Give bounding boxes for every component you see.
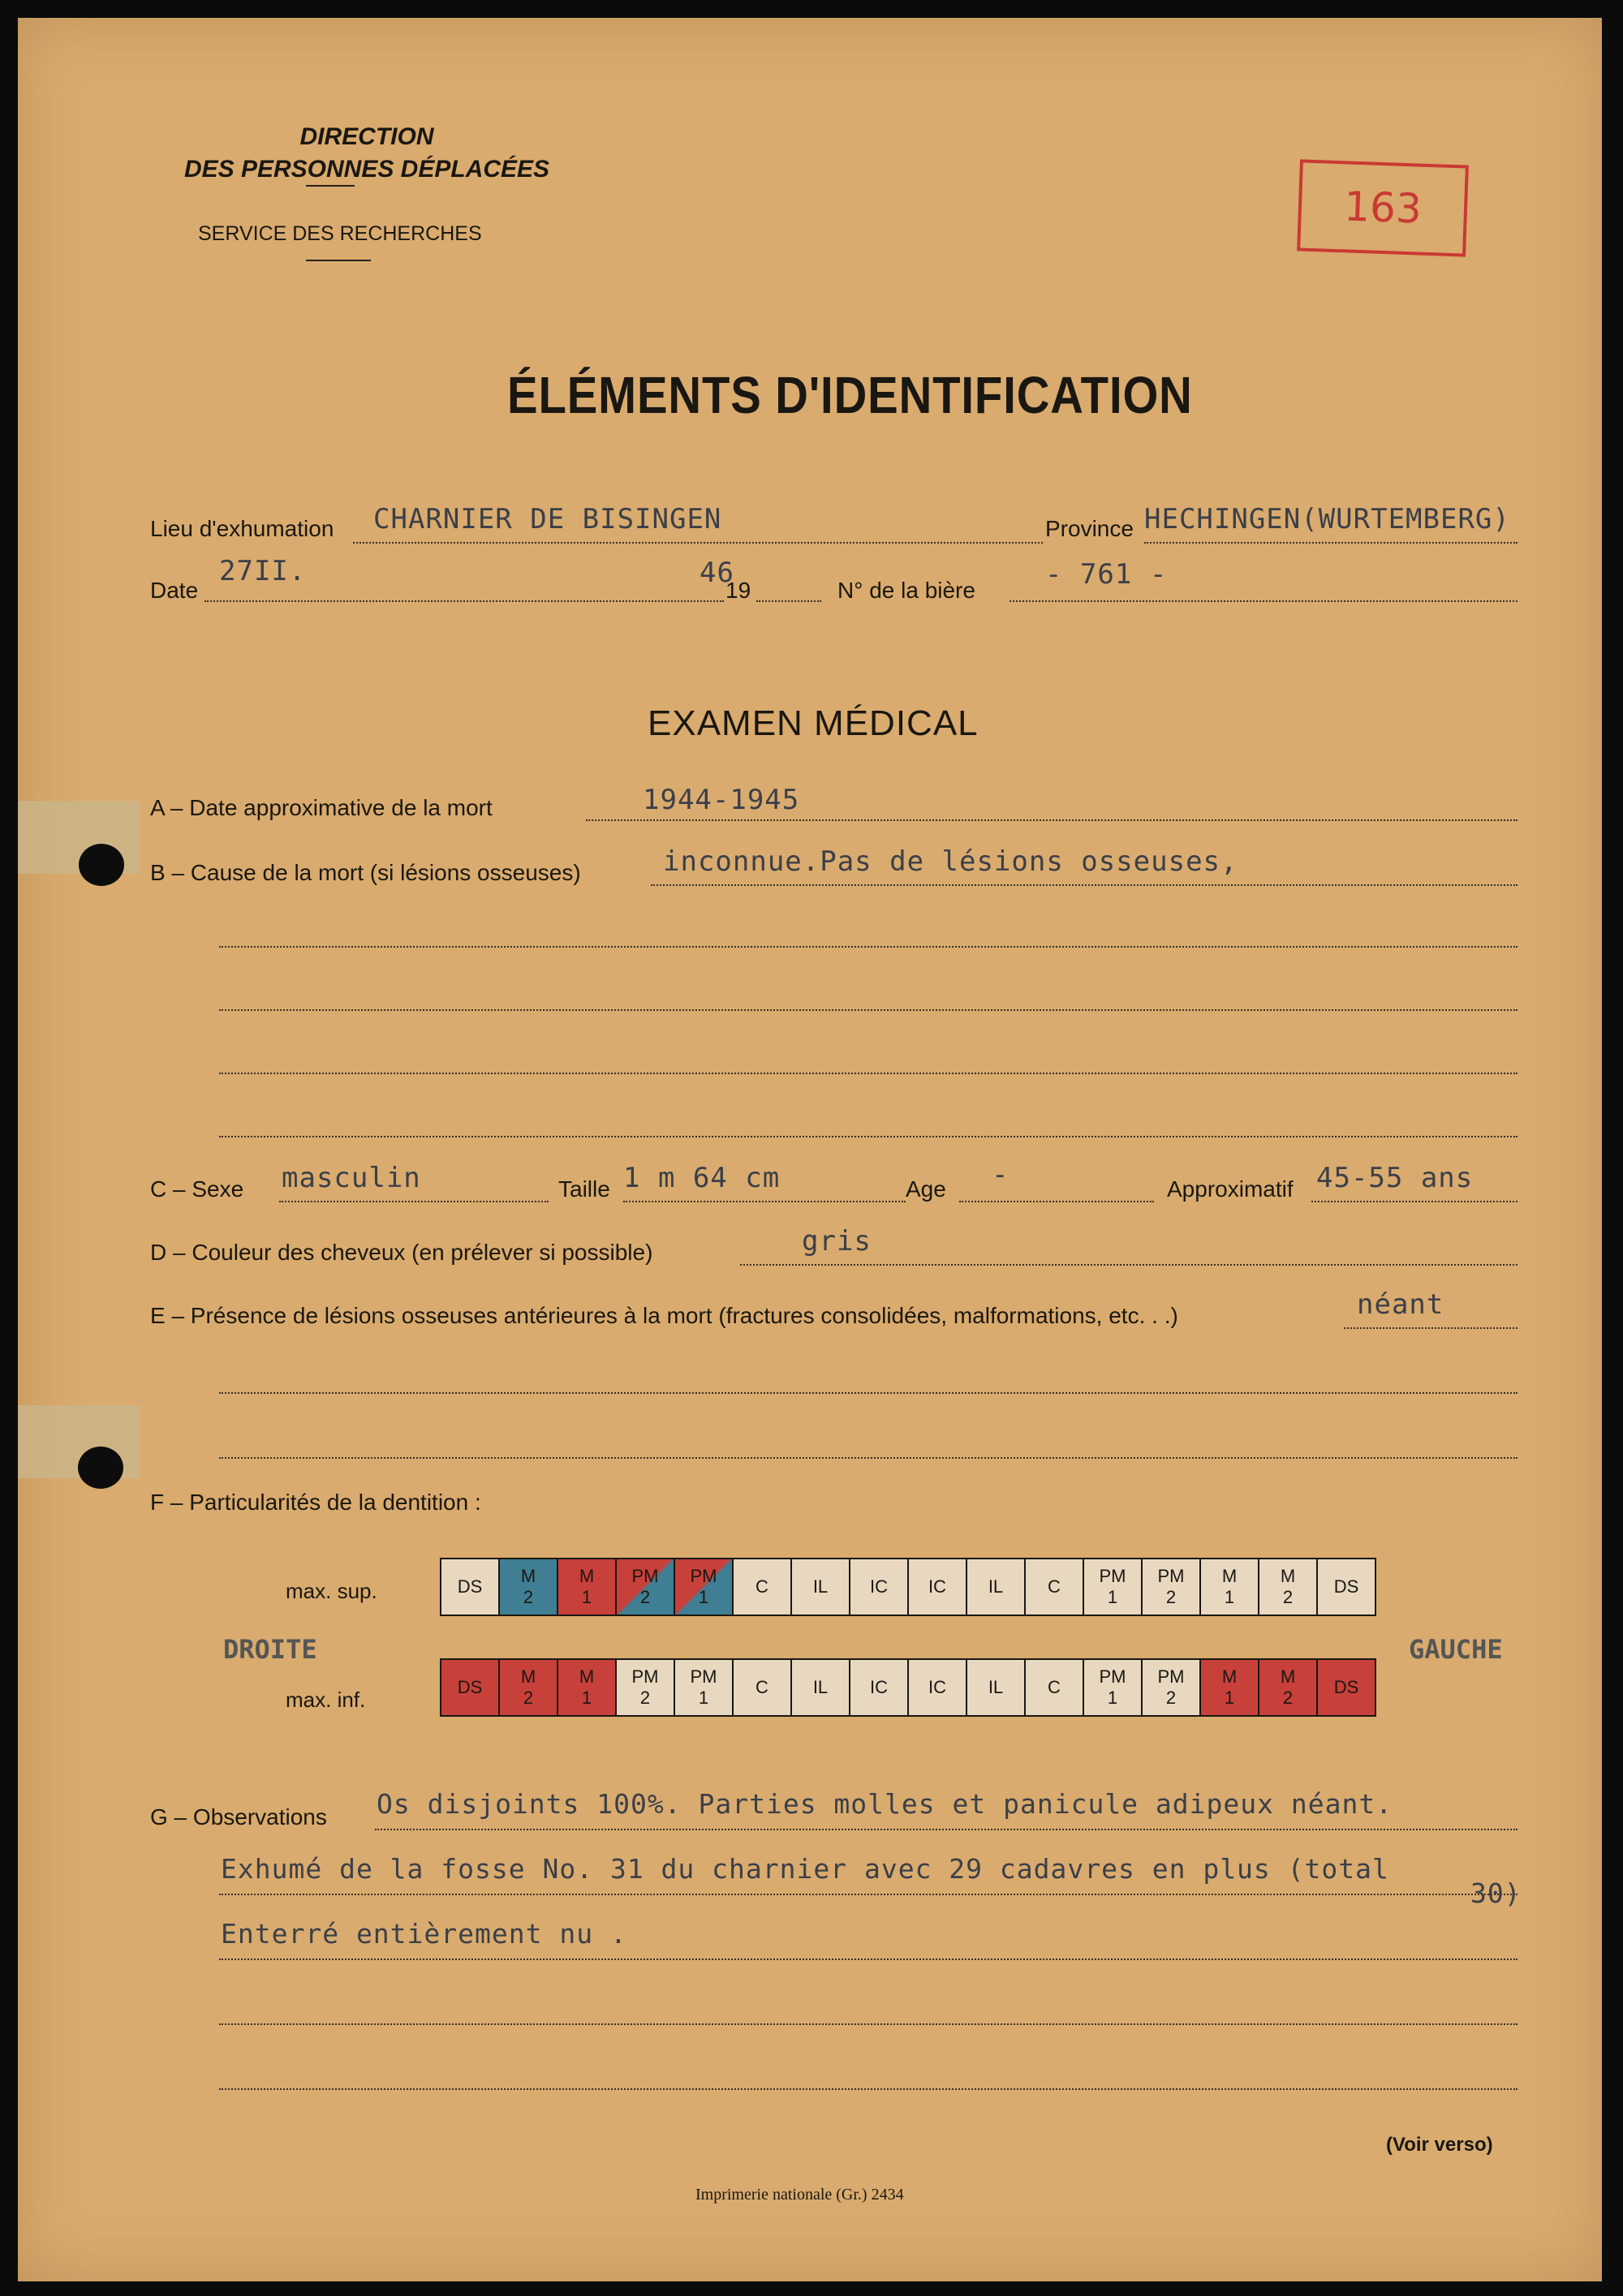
upper-tooth-12: PM 1 [1083, 1559, 1142, 1615]
punch-hole-bottom [78, 1447, 123, 1489]
dentition-upper-row [441, 1559, 1375, 1615]
upper-tooth-7: IL [791, 1559, 850, 1615]
year-line [756, 600, 821, 602]
lower-tooth-13: PM 2 [1142, 1659, 1200, 1716]
section-g-line-4 [219, 2023, 1518, 2025]
lieu-line [353, 542, 1043, 544]
page-title: ÉLÉMENTS D'IDENTIFICATION [507, 366, 1193, 424]
lower-tooth-2: M 2 [499, 1659, 558, 1716]
biere-line [1010, 600, 1518, 602]
sexe-line [279, 1201, 549, 1202]
lower-tooth-14: M 1 [1200, 1659, 1259, 1716]
section-e-value: néant [1357, 1288, 1444, 1321]
year-value: 46 [700, 557, 734, 589]
date-value: 27II. [219, 555, 307, 587]
upper-tooth-9: IC [908, 1559, 966, 1615]
section-a-label: A – Date approximative de la mort [150, 795, 493, 820]
section-g-line-5 [219, 2088, 1518, 2090]
lower-tooth-16: DS [1317, 1659, 1375, 1716]
lower-tooth-10: IL [966, 1659, 1025, 1716]
biere-label: N° de la bière [837, 578, 975, 603]
lower-tooth-8: IC [850, 1659, 908, 1716]
header-direction: DIRECTION [299, 123, 434, 150]
upper-tooth-15: M 2 [1259, 1559, 1317, 1615]
section-e-line-3 [219, 1457, 1518, 1459]
approx-label: Approximatif [1167, 1176, 1294, 1202]
upper-tooth-8: IC [850, 1559, 908, 1615]
observation-line-2b: 30) [1470, 1877, 1522, 1909]
section-b-line-3 [219, 1009, 1518, 1011]
lower-tooth-6: C [733, 1659, 791, 1716]
upper-tooth-11: C [1025, 1559, 1083, 1615]
lower-tooth-1: DS [441, 1659, 499, 1716]
sexe-value: masculin [282, 1162, 421, 1194]
header-rule-2 [306, 260, 371, 261]
section-a-line [586, 819, 1518, 821]
imprimerie-note: Imprimerie nationale (Gr.) 2434 [695, 2186, 904, 2204]
date-line [204, 600, 724, 602]
lieu-label: Lieu d'exhumation [150, 516, 334, 541]
section-c-label: C – Sexe [150, 1176, 244, 1202]
section-b-line-2 [219, 946, 1518, 948]
section-e-label: E – Présence de lésions osseuses antérieures à la mort (fractures consolidées, malformations, etc. . .) [150, 1303, 1178, 1328]
upper-tooth-4: PM 2 [616, 1559, 674, 1615]
exam-title: EXAMEN MÉDICAL [648, 703, 979, 743]
lower-tooth-11: C [1025, 1659, 1083, 1716]
droite-label: DROITE [223, 1634, 317, 1665]
age-value: - [992, 1159, 1010, 1191]
section-d-value: gris [802, 1225, 872, 1258]
section-b-value: inconnue.Pas de lésions osseuses, [663, 845, 1238, 878]
upper-tooth-14: M 1 [1200, 1559, 1259, 1615]
section-b-line-5 [219, 1136, 1518, 1137]
upper-tooth-16: DS [1317, 1559, 1375, 1615]
dentition-lower-chart [440, 1658, 1376, 1717]
lower-tooth-15: M 2 [1259, 1659, 1317, 1716]
observation-line-2: Exhumé de la fosse No. 31 du charnier avec 29 cadavres en plus (total [221, 1853, 1389, 1885]
section-b-line [651, 884, 1518, 886]
upper-tooth-1: DS [441, 1559, 499, 1615]
taille-line [623, 1201, 906, 1202]
year-prefix: 19 [725, 578, 751, 603]
lower-tooth-12: PM 1 [1083, 1659, 1142, 1716]
header-personnes: DES PERSONNES DÉPLACÉES [183, 156, 550, 183]
form-sheet [18, 18, 1602, 2281]
section-b-label: B – Cause de la mort (si lésions osseuses) [150, 860, 581, 885]
upper-tooth-5: PM 1 [674, 1559, 733, 1615]
observation-line-1: Os disjoints 100%. Parties molles et panicule adipeux néant. [377, 1788, 1393, 1820]
taille-label: Taille [558, 1176, 610, 1202]
province-line [1144, 542, 1518, 544]
dentition-upper-chart [440, 1558, 1376, 1616]
section-a-value: 1944-1945 [643, 784, 800, 816]
upper-tooth-13: PM 2 [1142, 1559, 1200, 1615]
province-label: Province [1045, 516, 1134, 541]
age-label: Age [906, 1176, 946, 1202]
lower-tooth-4: PM 2 [616, 1659, 674, 1716]
upper-tooth-3: M 1 [558, 1559, 616, 1615]
approx-line [1311, 1201, 1518, 1202]
upper-tooth-2: M 2 [499, 1559, 558, 1615]
max-sup-label: max. sup. [286, 1579, 377, 1603]
upper-tooth-10: IL [966, 1559, 1025, 1615]
province-value: HECHINGEN(WURTEMBERG) [1144, 503, 1510, 535]
reference-stamp [1297, 159, 1469, 256]
punch-hole-top [79, 844, 124, 886]
section-e-line-2 [219, 1392, 1518, 1394]
section-g-line-3 [219, 1958, 1518, 1960]
stamp-number: 163 [1343, 183, 1423, 233]
voir-verso: (Voir verso) [1386, 2134, 1493, 2156]
lower-tooth-5: PM 1 [674, 1659, 733, 1716]
lower-tooth-7: IL [791, 1659, 850, 1716]
taille-value: 1 m 64 cm [623, 1162, 781, 1194]
header-service: SERVICE DES RECHERCHES [198, 222, 482, 245]
upper-tooth-6: C [733, 1559, 791, 1615]
section-e-line [1344, 1327, 1518, 1329]
section-g-label: G – Observations [150, 1804, 327, 1829]
section-g-line-2 [219, 1894, 1518, 1895]
lieu-value: CHARNIER DE BISINGEN [373, 503, 722, 535]
section-f-label: F – Particularités de la dentition : [150, 1490, 481, 1515]
age-line [959, 1201, 1154, 1202]
lower-tooth-9: IC [908, 1659, 966, 1716]
observation-line-3: Enterré entièrement nu . [221, 1918, 627, 1950]
dentition-lower-row [441, 1659, 1375, 1716]
section-g-line-1 [375, 1829, 1518, 1830]
gauche-label: GAUCHE [1409, 1634, 1503, 1665]
section-d-label: D – Couleur des cheveux (en prélever si possible) [150, 1240, 653, 1265]
header-rule-1 [306, 185, 355, 187]
date-label: Date [150, 578, 199, 603]
approx-value: 45-55 ans [1316, 1162, 1474, 1194]
lower-tooth-3: M 1 [558, 1659, 616, 1716]
section-b-line-4 [219, 1073, 1518, 1074]
biere-value: - 761 - [1045, 558, 1168, 591]
max-inf-label: max. inf. [286, 1688, 366, 1712]
section-d-line [740, 1264, 1518, 1266]
